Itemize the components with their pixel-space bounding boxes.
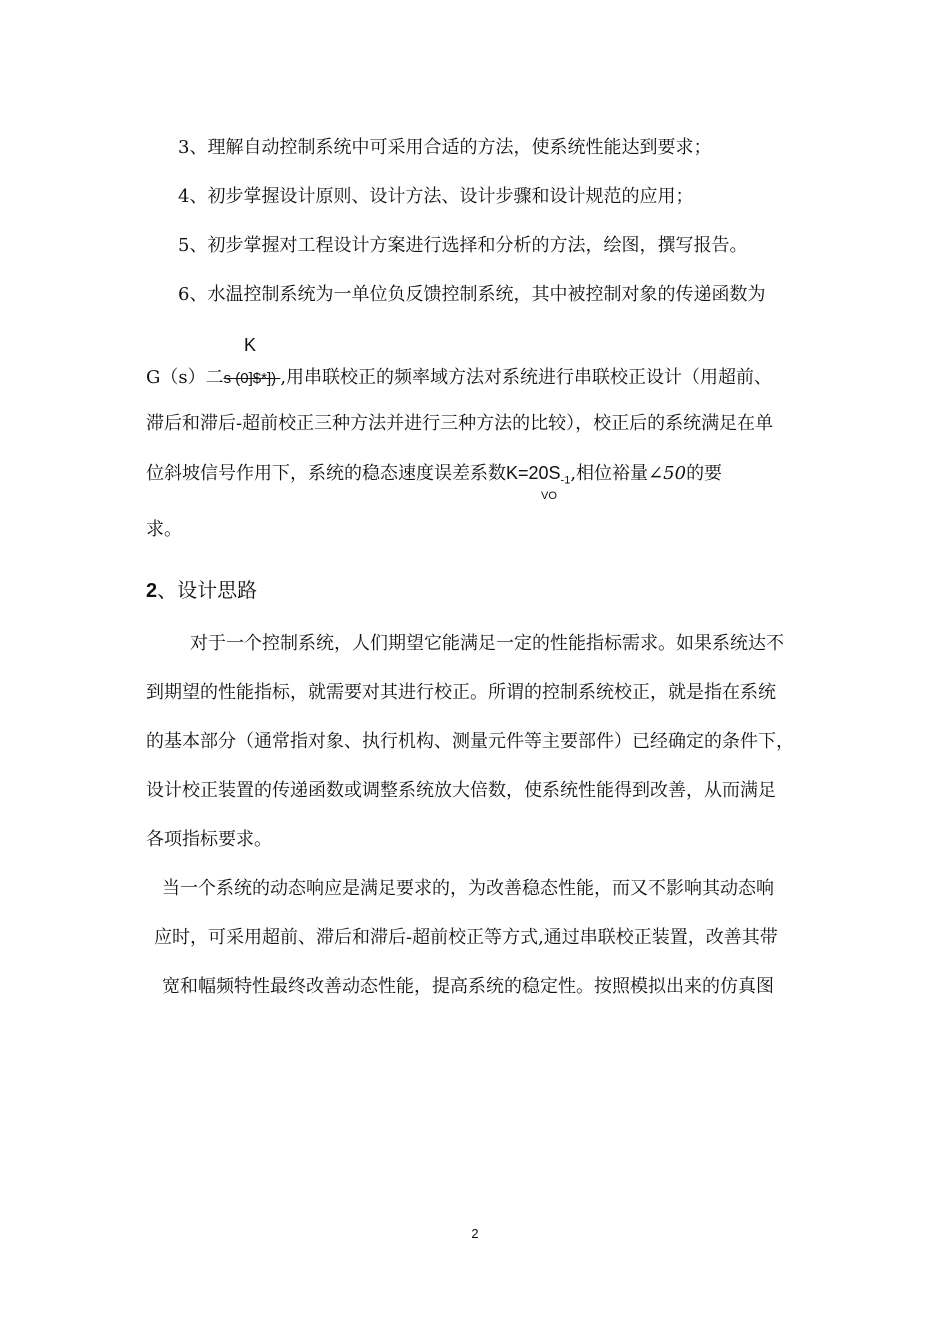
- angle-symbol: ∠: [648, 463, 664, 484]
- velocity-coefficient: K=20S: [506, 463, 561, 483]
- text-segment: 的要: [686, 463, 723, 484]
- paragraph-line-end: 求。: [146, 519, 182, 540]
- paragraph-line: 当一个系统的动态响应是满足要求的，为改善稳态性能，而又不影响其动态响: [162, 878, 774, 899]
- subscript-vo: VO: [541, 490, 557, 502]
- page-number: 2: [471, 1226, 479, 1241]
- paragraph-line: 的基本部分（通常指对象、执行机构、测量元件等主要部件）已经确定的条件下，: [146, 731, 794, 752]
- formula-denominator: s (0]$*]): [223, 370, 281, 387]
- heading-title: 、设计思路: [157, 578, 258, 602]
- phase-margin-value: 50: [663, 463, 687, 484]
- exponent: -1: [560, 474, 571, 487]
- heading-number: 2: [146, 580, 158, 602]
- formula-numerator: K: [244, 335, 257, 355]
- section-heading: [146, 578, 257, 603]
- paragraph-line: 设计校正装置的传递函数或调整系统放大倍数，使系统性能得到改善，从而满足: [146, 780, 776, 801]
- list-item-3: 3、理解自动控制系统中可采用合适的方法，使系统性能达到要求；: [178, 137, 712, 158]
- formula-equals: 二: [205, 367, 224, 388]
- text-segment: 位斜坡信号作用下，系统的稳态速度误差系数: [146, 463, 506, 484]
- text-segment: ,相位裕量: [570, 463, 649, 484]
- list-item-4: 4、初步掌握设计原则、设计方法、设计步骤和设计规范的应用；: [178, 186, 694, 207]
- paragraph-line: 各项指标要求。: [146, 829, 272, 850]
- paragraph-line: 宽和幅频特性最终改善动态性能，提高系统的稳定性。按照模拟出来的仿真图: [162, 976, 774, 997]
- paragraph-line: 应时，可采用超前、滞后和滞后-超前校正等方式,通过串联校正装置，改善其带: [154, 927, 778, 948]
- formula-rest: ,用串联校正的频率域方法对系统进行串联校正设计（用超前、: [280, 367, 773, 388]
- list-item-5: 5、初步掌握对工程设计方案进行选择和分析的方法，绘图，撰写报告。: [178, 235, 748, 256]
- list-item-6: 6、水温控制系统为一单位负反馈控制系统，其中被控制对象的传递函数为: [178, 284, 766, 305]
- paragraph-line: 滞后和滞后-超前校正三种方法并进行三种方法的比较），校正后的系统满足在单: [146, 413, 774, 434]
- paragraph-line: 到期望的性能指标，就需要对其进行校正。所谓的控制系统校正，就是指在系统: [146, 682, 776, 703]
- paragraph-line: 对于一个控制系统，人们期望它能满足一定的性能指标需求。如果系统达不: [190, 633, 784, 654]
- formula-g-label: G（s）: [146, 367, 206, 388]
- formula-line: [146, 366, 772, 391]
- paragraph-line-coefficient: [146, 461, 722, 493]
